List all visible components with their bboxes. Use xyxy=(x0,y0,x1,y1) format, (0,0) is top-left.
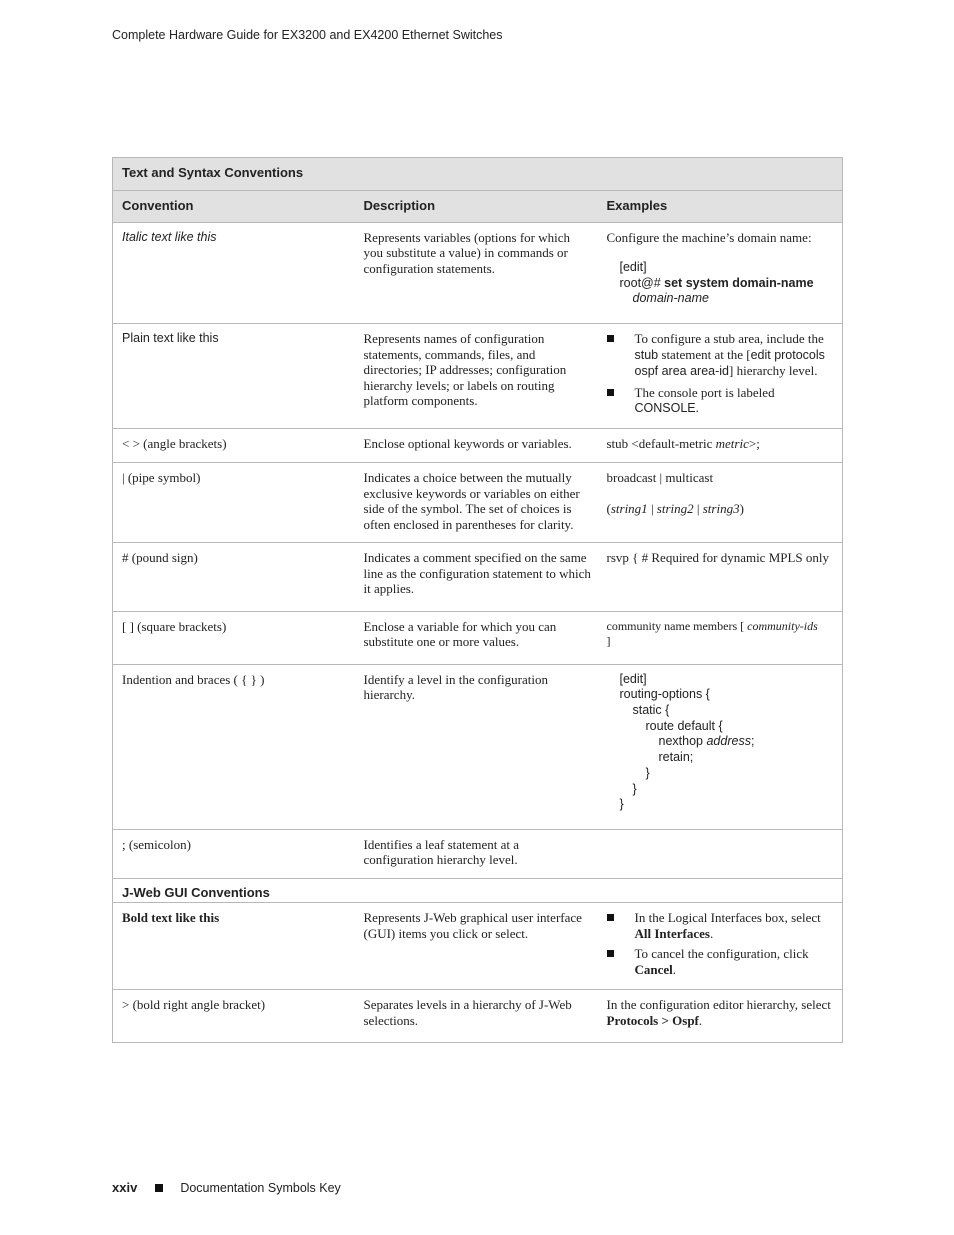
convention-cell: Plain text like this xyxy=(113,324,354,429)
example-code xyxy=(607,260,837,307)
code-line xyxy=(620,276,837,292)
code-line: static { xyxy=(632,703,670,718)
example-cell xyxy=(598,222,843,324)
convention-cell: > (bold right angle bracket) xyxy=(113,990,354,1043)
convention-cell: Indention and braces ( { } ) xyxy=(113,664,354,829)
table-row-bold xyxy=(113,903,843,990)
example-cell xyxy=(598,324,843,429)
column-header-row xyxy=(113,191,843,223)
convention-cell: ; (semicolon) xyxy=(113,829,354,878)
table-title-row xyxy=(113,158,843,191)
bullet-square-icon xyxy=(607,914,614,921)
description-cell: Enclose optional keywords or variables. xyxy=(354,428,598,463)
code-variable: domain-name xyxy=(632,291,709,306)
description-cell: Identifies a leaf statement at a configuration hierarchy level. xyxy=(354,829,598,878)
example-line: (string1 | string2 | string3) xyxy=(606,500,744,516)
example-cell: In the configuration editor hierarchy, select Protocols > Ospf. xyxy=(598,990,843,1043)
table-row-indention xyxy=(113,664,843,829)
code-line: } xyxy=(619,797,624,812)
example-bullet: To configure a stub area, include the stub statement at the [edit protocols ospf area area-id] hierarchy level. xyxy=(607,331,837,380)
example-bullet: The console port is labeled CONSOLE. xyxy=(607,385,837,417)
convention-cell: Bold text like this xyxy=(113,903,354,990)
example-cell xyxy=(598,903,843,990)
column-header-examples: Examples xyxy=(598,191,843,223)
conventions-table xyxy=(112,157,843,1043)
code-line: nexthop address; xyxy=(658,734,755,749)
example-cell: stub <default-metric metric>; xyxy=(598,428,843,463)
table-row-pipe xyxy=(113,463,843,543)
convention-cell: < > (angle brackets) xyxy=(113,428,354,463)
footer-section-title: Documentation Symbols Key xyxy=(180,1180,341,1195)
table-row-italic xyxy=(113,222,843,324)
table-title: Text and Syntax Conventions xyxy=(113,158,843,191)
example-bullet: To cancel the configuration, click Cancel. xyxy=(607,946,837,977)
code-line: [edit] xyxy=(619,671,647,686)
convention-cell: [ ] (square brackets) xyxy=(113,611,354,664)
convention-cell: # (pound sign) xyxy=(113,543,354,612)
column-header-convention: Convention xyxy=(113,191,354,223)
page-number: xxiv xyxy=(112,1180,138,1195)
example-bullet: In the Logical Interfaces box, select All Interfaces. xyxy=(607,910,837,941)
example-intro: Configure the machine’s domain name: xyxy=(606,229,812,245)
page-footer xyxy=(112,1180,341,1195)
example-cell: rsvp { # Required for dynamic MPLS only xyxy=(598,543,843,612)
code-line: } xyxy=(645,765,650,780)
description-cell: Enclose a variable for which you can substitute one or more values. xyxy=(354,611,598,664)
description-cell: Represents names of configuration statements, commands, files, and directories; IP addresses; configuration hierarchy levels; or labels on routing platform components. xyxy=(354,324,598,429)
convention-cell: Italic text like this xyxy=(113,222,354,324)
example-cell xyxy=(598,463,843,543)
column-header-description: Description xyxy=(354,191,598,223)
code-line: } xyxy=(632,781,637,796)
code-line: route default { xyxy=(645,718,723,733)
description-cell: Separates levels in a hierarchy of J-Web selections. xyxy=(354,990,598,1043)
code-prompt: root@# xyxy=(619,275,665,290)
description-cell: Represents J-Web graphical user interface (GUI) items you click or select. xyxy=(354,903,598,990)
example-cell xyxy=(598,664,843,829)
example-code xyxy=(607,672,837,813)
convention-cell: | (pipe symbol) xyxy=(113,463,354,543)
table-row-angle xyxy=(113,428,843,463)
example-cell xyxy=(598,829,843,878)
table-row-plain xyxy=(113,324,843,429)
table-row-square xyxy=(113,611,843,664)
jweb-section-row xyxy=(113,878,843,903)
code-command: set system domain-name xyxy=(664,275,814,290)
table-row-right-angle xyxy=(113,990,843,1043)
code-line: [edit] xyxy=(619,260,647,274)
description-cell: Represents variables (options for which you substitute a value) in commands or configuration statements. xyxy=(354,222,598,324)
table-row-pound xyxy=(113,543,843,612)
footer-separator-icon xyxy=(155,1184,163,1192)
example-line: broadcast | multicast xyxy=(606,470,714,486)
description-cell: Indicates a choice between the mutually exclusive keywords or variables on either side of the symbol. The set of choices is often enclosed in parentheses for clarity. xyxy=(354,463,598,543)
table-row-semicolon xyxy=(113,829,843,878)
jweb-section-title: J-Web GUI Conventions xyxy=(113,878,843,903)
code-line: routing-options { xyxy=(619,687,710,702)
bullet-square-icon xyxy=(607,389,614,396)
example-cell: community name members [ community-ids ] xyxy=(598,611,843,664)
description-cell: Indicates a comment specified on the same line as the configuration statement to which it applies. xyxy=(354,543,598,612)
bullet-square-icon xyxy=(607,950,614,957)
running-header: Complete Hardware Guide for EX3200 and EX4200 Ethernet Switches xyxy=(112,28,503,42)
bullet-square-icon xyxy=(607,335,614,342)
code-line: retain; xyxy=(658,750,694,765)
description-cell: Identify a level in the configuration hierarchy. xyxy=(354,664,598,829)
